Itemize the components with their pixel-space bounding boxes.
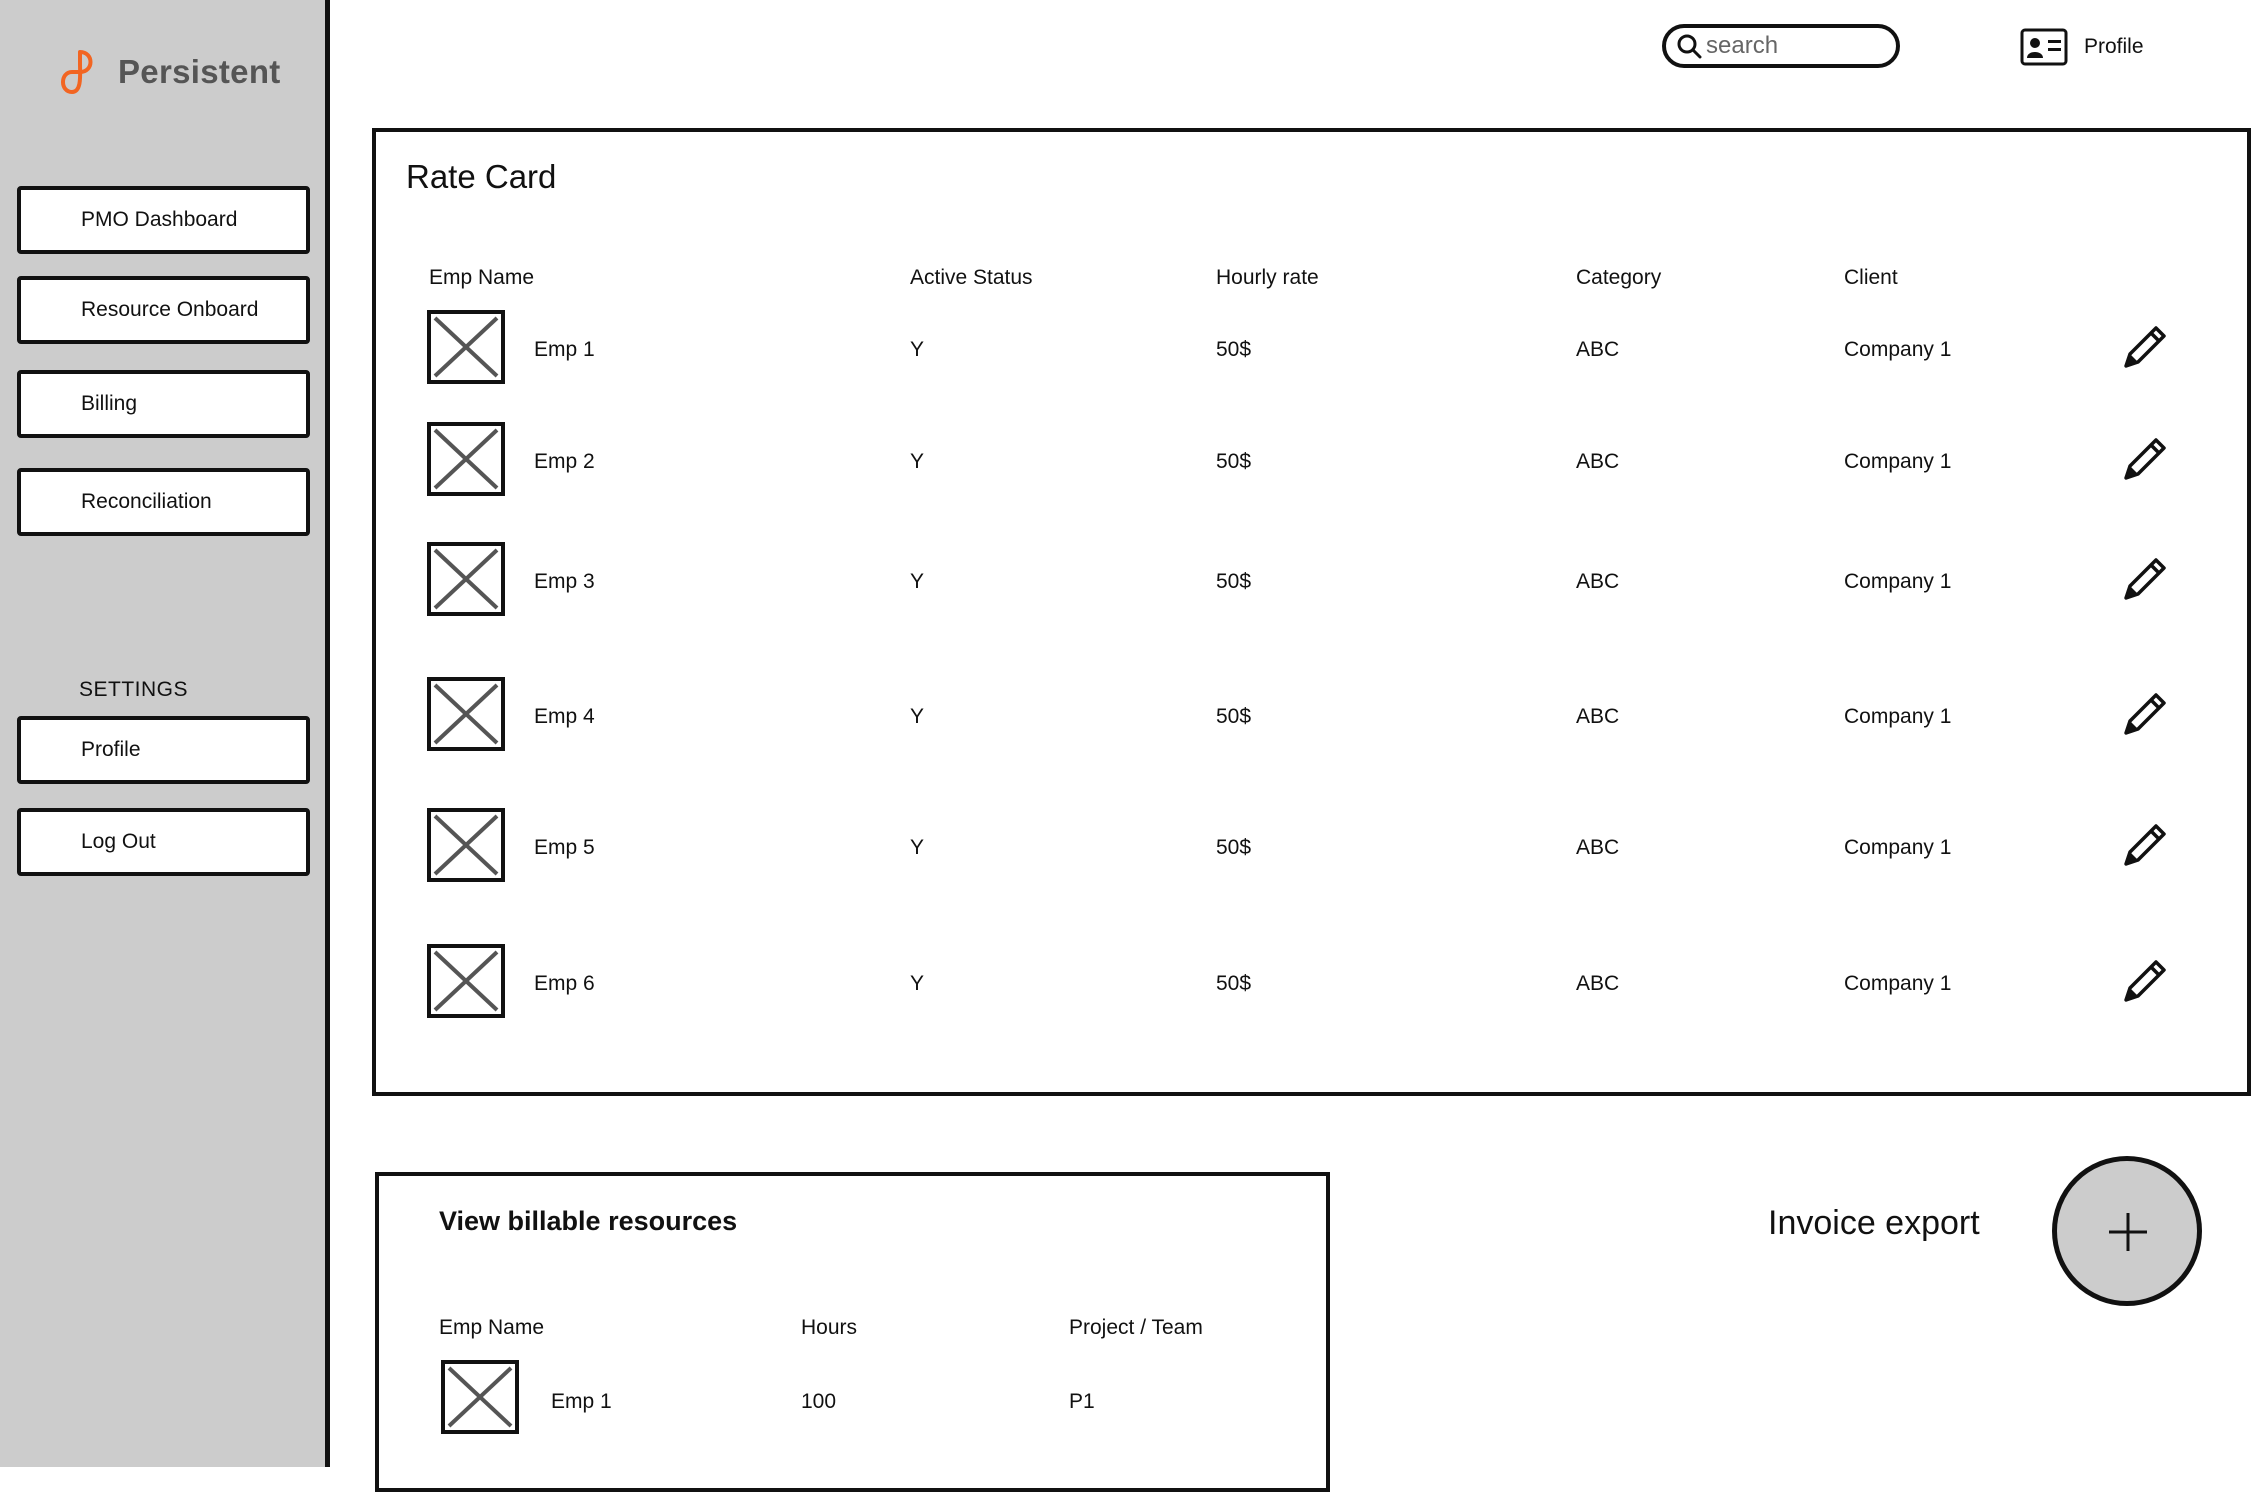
cell-client: Company 1 (1844, 450, 1952, 473)
invoice-export-label: Invoice export (1768, 1204, 1980, 1242)
sidebar (0, 0, 330, 1467)
search-input[interactable] (1706, 32, 1876, 60)
billable-cell-name: Emp 1 (551, 1390, 612, 1413)
pencil-icon[interactable] (2116, 818, 2172, 874)
cell-emp-name: Emp 3 (534, 570, 595, 593)
pencil-icon[interactable] (2116, 552, 2172, 608)
nav-resource-onboard[interactable] (17, 276, 310, 344)
cell-hourly-rate: 50$ (1216, 338, 1252, 361)
image-placeholder-icon (427, 677, 505, 751)
profile-link[interactable] (2020, 28, 2144, 66)
image-placeholder-icon (427, 808, 505, 882)
billable-header-emp-name: Emp Name (439, 1316, 545, 1339)
column-header-active-status: Active Status (910, 266, 1033, 289)
table-row (376, 677, 2247, 757)
column-header-emp-name: Emp Name (429, 266, 535, 289)
search-bar[interactable] (1662, 24, 1900, 68)
cell-active-status: Y (910, 338, 925, 361)
billable-cell-hours: 100 (801, 1390, 837, 1413)
rate-card-panel (372, 128, 2251, 1096)
cell-emp-name: Emp 4 (534, 705, 595, 728)
billable-resources-panel (375, 1172, 1330, 1492)
nav-label: Reconciliation (81, 490, 212, 513)
billable-header-project: Project / Team (1069, 1316, 1203, 1339)
nav-label: Resource Onboard (81, 298, 259, 321)
nav-label: Log Out (81, 830, 156, 853)
cell-active-status: Y (910, 450, 925, 473)
cell-emp-name: Emp 5 (534, 836, 595, 859)
search-icon (1676, 33, 1702, 59)
nav-reconciliation[interactable] (17, 468, 310, 536)
cell-category: ABC (1576, 338, 1620, 361)
cell-client: Company 1 (1844, 836, 1952, 859)
nav-label: PMO Dashboard (81, 208, 238, 231)
image-placeholder-icon (427, 422, 505, 496)
table-row (376, 944, 2247, 1024)
nav-pmo-dashboard[interactable] (17, 186, 310, 254)
cell-active-status: Y (910, 836, 925, 859)
nav-label: Billing (81, 392, 138, 415)
nav-profile[interactable] (17, 716, 310, 784)
nav-log-out[interactable] (17, 808, 310, 876)
cell-active-status: Y (910, 705, 925, 728)
invoice-export-button[interactable] (2052, 1156, 2202, 1306)
column-header-hourly-rate: Hourly rate (1216, 266, 1319, 289)
table-row (376, 422, 2247, 502)
cell-hourly-rate: 50$ (1216, 972, 1252, 995)
image-placeholder-icon (427, 310, 505, 384)
cell-category: ABC (1576, 836, 1620, 859)
table-row (376, 310, 2247, 390)
cell-category: ABC (1576, 450, 1620, 473)
logo (50, 42, 281, 102)
settings-heading: SETTINGS (79, 678, 189, 701)
cell-emp-name: Emp 1 (534, 338, 595, 361)
cell-category: ABC (1576, 972, 1620, 995)
nav-label: Profile (81, 738, 141, 761)
cell-hourly-rate: 50$ (1216, 836, 1252, 859)
table-row (376, 808, 2247, 888)
plus-icon (2107, 1211, 2149, 1253)
cell-hourly-rate: 50$ (1216, 570, 1252, 593)
cell-client: Company 1 (1844, 570, 1952, 593)
pencil-icon[interactable] (2116, 687, 2172, 743)
table-row (376, 542, 2247, 622)
cell-category: ABC (1576, 705, 1620, 728)
profile-label: Profile (2084, 35, 2144, 58)
cell-emp-name: Emp 6 (534, 972, 595, 995)
nav-billing[interactable] (17, 370, 310, 438)
image-placeholder-icon (427, 944, 505, 1018)
image-placeholder-icon (427, 542, 505, 616)
cell-active-status: Y (910, 570, 925, 593)
cell-emp-name: Emp 2 (534, 450, 595, 473)
image-placeholder-icon (441, 1360, 519, 1434)
column-header-client: Client (1844, 266, 1898, 289)
pencil-icon[interactable] (2116, 432, 2172, 488)
cell-hourly-rate: 50$ (1216, 450, 1252, 473)
cell-hourly-rate: 50$ (1216, 705, 1252, 728)
pencil-icon[interactable] (2116, 320, 2172, 376)
column-header-category: Category (1576, 266, 1662, 289)
cell-category: ABC (1576, 570, 1620, 593)
cell-client: Company 1 (1844, 338, 1952, 361)
billable-cell-project: P1 (1069, 1390, 1095, 1413)
profile-card-icon (2020, 28, 2068, 66)
cell-active-status: Y (910, 972, 925, 995)
cell-client: Company 1 (1844, 972, 1952, 995)
cell-client: Company 1 (1844, 705, 1952, 728)
pencil-icon[interactable] (2116, 954, 2172, 1010)
billable-title: View billable resources (439, 1206, 738, 1236)
persistent-logo-icon (50, 44, 106, 100)
rate-card-title: Rate Card (406, 158, 557, 195)
brand-name: Persistent (118, 53, 281, 90)
billable-header-hours: Hours (801, 1316, 858, 1339)
